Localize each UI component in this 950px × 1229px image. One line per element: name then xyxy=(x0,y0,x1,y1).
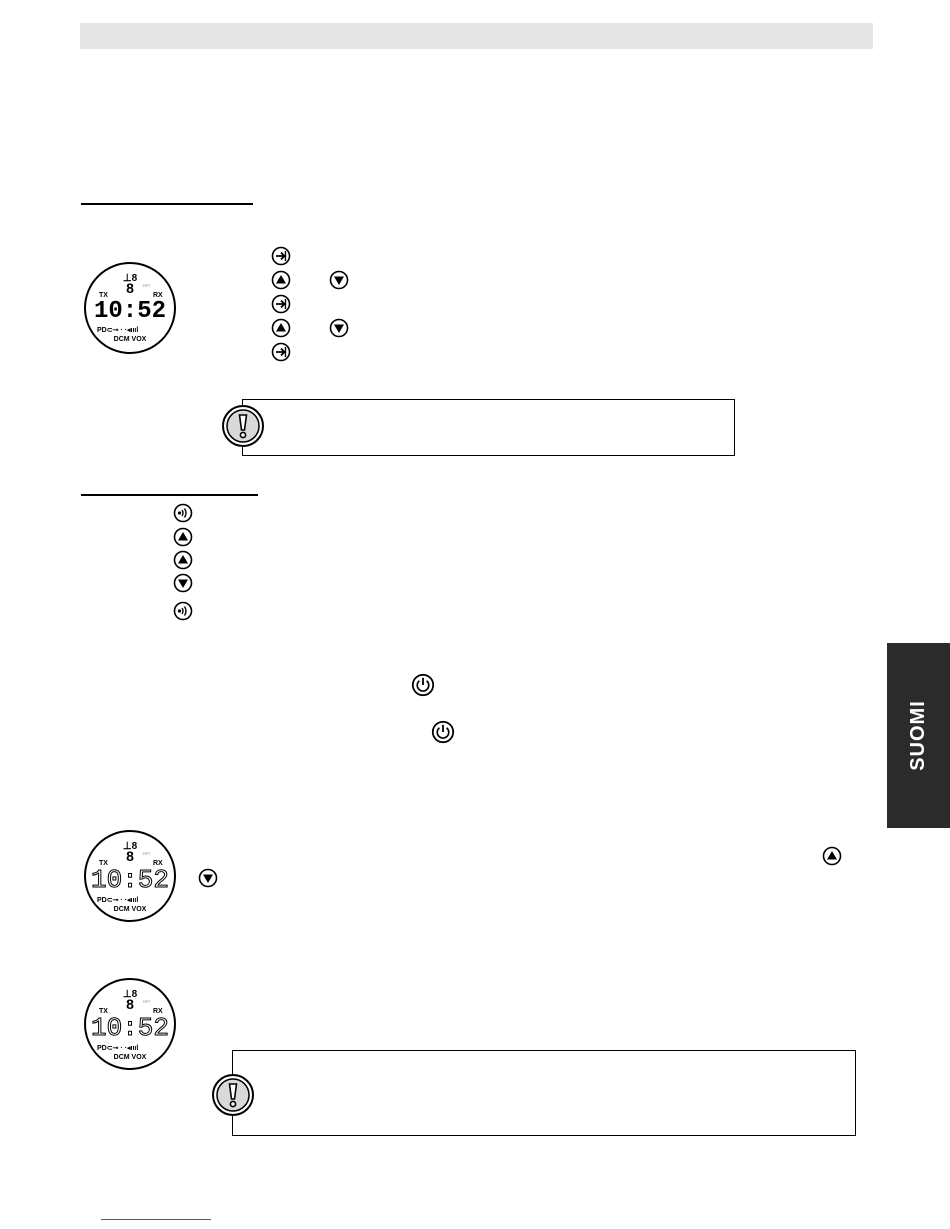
svg-text:10:52: 10:52 xyxy=(90,865,170,895)
svg-text:8: 8 xyxy=(126,280,134,296)
svg-text:10:52: 10:52 xyxy=(93,298,167,325)
section-heading-rule xyxy=(81,494,258,496)
svg-text:⊥8: ⊥8 xyxy=(122,989,138,1000)
svg-text:RX: RX xyxy=(153,1008,163,1015)
svg-text:PD⊂⊸ · ·◂ıııl: PD⊂⊸ · ·◂ıııl xyxy=(97,897,139,904)
down-triangle-icon xyxy=(329,318,349,338)
svg-text:DCM VOX: DCM VOX xyxy=(113,906,147,913)
up-triangle-icon xyxy=(173,527,193,547)
svg-text:PD⊂⊸ · ·◂ıııl: PD⊂⊸ · ·◂ıııl xyxy=(97,1045,139,1052)
power-icon xyxy=(411,673,435,697)
svg-text:10:52: 10:52 xyxy=(90,1013,170,1043)
call-signal-icon xyxy=(173,503,193,523)
lcd-display-segment-outline xyxy=(83,829,177,923)
svg-text:PD⊂⊸ · ·◂ıııl: PD⊂⊸ · ·◂ıııl xyxy=(97,327,139,334)
language-tab-label: SUOMI xyxy=(907,700,929,771)
svg-text:⊥8: ⊥8 xyxy=(122,841,138,852)
exclamation-icon xyxy=(211,1073,255,1117)
call-signal-icon xyxy=(173,601,193,621)
svg-text:DCM VOX: DCM VOX xyxy=(113,336,147,343)
svg-text:⊥8: ⊥8 xyxy=(122,273,138,284)
up-triangle-icon xyxy=(173,550,193,570)
language-tab xyxy=(887,643,950,828)
note-box xyxy=(232,1050,856,1136)
svg-text:8: 8 xyxy=(126,996,134,1012)
lcd-display-segment-outline xyxy=(83,977,177,1071)
svg-text:TX: TX xyxy=(99,860,108,867)
page-link-underline[interactable] xyxy=(101,1219,211,1220)
up-triangle-icon xyxy=(271,318,291,338)
menu-arrow-icon xyxy=(271,246,291,266)
down-triangle-icon xyxy=(173,573,193,593)
menu-arrow-icon xyxy=(271,342,291,362)
down-triangle-icon xyxy=(329,270,349,290)
svg-text:RX: RX xyxy=(153,860,163,867)
note-box xyxy=(242,399,735,456)
svg-text:TX: TX xyxy=(99,292,108,299)
svg-text:RPT: RPT xyxy=(143,283,151,288)
svg-text:RPT: RPT xyxy=(143,851,151,856)
page-header-bar xyxy=(80,23,873,49)
up-triangle-icon xyxy=(822,846,842,866)
menu-arrow-icon xyxy=(271,294,291,314)
svg-text:DCM VOX: DCM VOX xyxy=(113,1054,147,1061)
svg-text:RX: RX xyxy=(153,292,163,299)
up-triangle-icon xyxy=(271,270,291,290)
power-icon xyxy=(431,720,455,744)
section-heading-rule xyxy=(81,203,253,205)
svg-text:RPT: RPT xyxy=(143,999,151,1004)
svg-text:8: 8 xyxy=(126,848,134,864)
exclamation-icon xyxy=(221,404,265,448)
lcd-display-clock-set xyxy=(83,261,177,355)
svg-text:TX: TX xyxy=(99,1008,108,1015)
down-triangle-icon xyxy=(198,868,218,888)
